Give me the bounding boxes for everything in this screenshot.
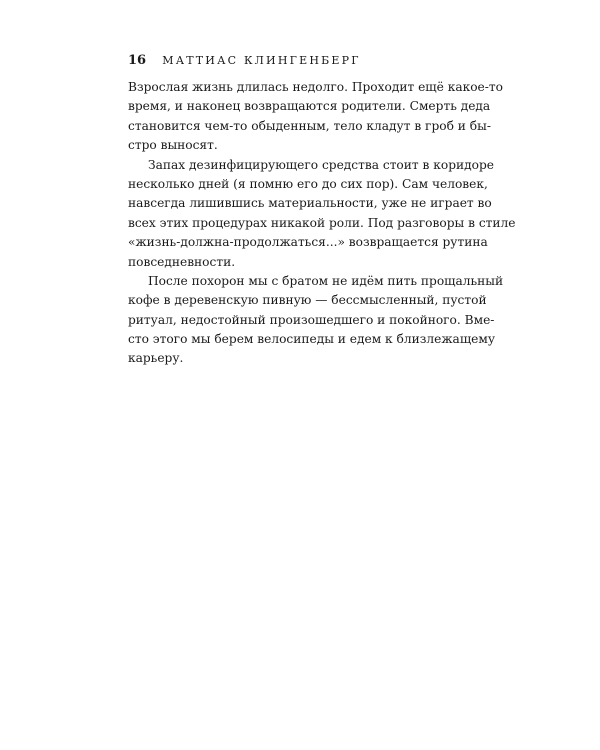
text-line: время, и наконец возвращаются родители. Смерть деда (128, 99, 491, 114)
running-head: МАТТИАС КЛИНГЕНБЕРГ (162, 54, 361, 67)
text-line: сто этого мы берем велосипеды и едем к близлежащему (128, 332, 496, 347)
text-line: ритуал, недостойный произошедшего и покойного. Вме- (128, 312, 495, 327)
body-text (128, 78, 516, 369)
text-line: Взрослая жизнь длилась недолго. Проходит ещё какое-то (128, 80, 503, 94)
text-line: навсегда лишившись материальности, уже не играет во (128, 196, 492, 211)
page-header (128, 52, 488, 70)
text-line: становится чем-то обыденным, тело кладут в гроб и бы- (128, 118, 491, 133)
text-line: карьеру. (128, 351, 184, 366)
text-line: кофе в деревенскую пивную — бессмысленный, пустой (128, 293, 487, 308)
text-line: стро выносят. (128, 138, 218, 153)
paragraph-1 (128, 78, 503, 156)
paragraph-2 (128, 156, 516, 272)
page-number: 16 (128, 53, 147, 68)
text-line: «жизнь-должна-продолжаться...» возвращается рутина (128, 235, 488, 250)
text-line: повседневности. (128, 254, 236, 269)
text-line: несколько дней (я помню его до сих пор). Сам человек, (128, 176, 488, 191)
text-line: Запах дезинфицирующего средства стоит в коридоре (148, 157, 494, 172)
paragraph-3 (128, 272, 504, 369)
text-line: всех этих процедурах никакой роли. Под разговоры в стиле (128, 215, 516, 230)
text-line: После похорон мы с братом не идём пить прощальный (148, 273, 504, 288)
